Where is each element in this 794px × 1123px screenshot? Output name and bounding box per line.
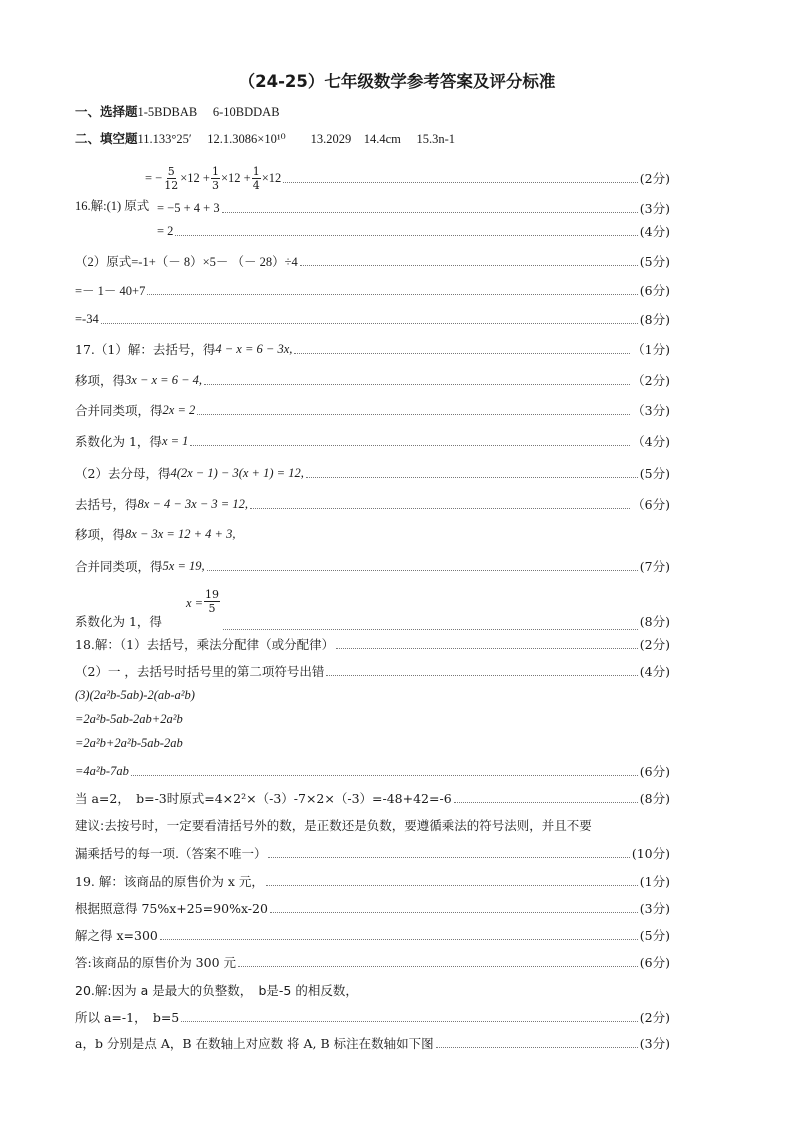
q18-part2: （2）一 ，去括号时括号里的第二项符号出错 (4分) [75, 664, 670, 679]
q20-step1: 20.解:因为 a 是最大的负整数， b是-5 的相反数， [75, 983, 358, 998]
q17-part2-step4: 合并同类项，得 5x = 19, (7分) [75, 558, 670, 574]
leader-dots [207, 570, 638, 571]
score: (3分) [639, 201, 670, 216]
leader-dots [306, 477, 638, 478]
q17-step1: 17.（1）解：去括号，得 4 − x = 6 − 3x, （1分) [75, 341, 670, 357]
q20-step3: a，b 分别是点 A，B 在数轴上对应数 将 A, B 标注在数轴如下图 (3分) [75, 1036, 670, 1051]
score: (8分) [639, 791, 670, 806]
fill-answers-line [75, 127, 670, 149]
leader-dots [326, 675, 637, 676]
score: (5分) [639, 254, 670, 269]
leader-dots [175, 235, 637, 236]
choice-answers-line [75, 100, 670, 122]
fraction: $\frac{1}{4}$ [252, 164, 260, 192]
q18-step1: =2a²b-5ab-2ab+2a²b [75, 712, 183, 726]
fraction: $\frac{1}{3}$ [211, 164, 219, 192]
q19-step1: 19. 解：该商品的原售价为 x 元， (1分) [75, 874, 670, 889]
q17-part2-step1: （2）去分母，得 4(2x − 1) − 3(x + 1) = 12, (5分) [75, 465, 670, 481]
section-label: 一、选择题 [75, 104, 138, 119]
q19-answer: 答:该商品的原售价为 300 元 (6分) [75, 955, 670, 970]
leader-dots [454, 802, 638, 803]
leader-dots [147, 294, 637, 295]
q16-part2-step2: =－ 1－ 40+7 (6分) [75, 283, 670, 298]
leader-dots [222, 212, 638, 213]
choice-answers: 1-5BDBAB 6-10BDDAB [137, 105, 280, 119]
q16-part2-step3: =-34 (8分) [75, 311, 670, 327]
score: (6分) [639, 955, 670, 970]
q18-suggestion-cont: 漏乘括号的每一项.（答案不唯一） (10分) [75, 846, 670, 861]
leader-dots [336, 648, 638, 649]
leader-dots [300, 265, 638, 266]
score: (6分) [639, 764, 670, 779]
q16-step3: = 2 (4分) [157, 223, 670, 239]
score: (2分) [639, 637, 670, 652]
score: (10分) [631, 846, 670, 861]
score: (8分) [639, 312, 670, 327]
q16-step1: = − $\frac{5}{12}$ ×12 + $\frac{1}{3}$ ×12 + $\frac{1}{4}$ ×12 (2分) [145, 164, 670, 192]
leader-dots [268, 857, 629, 858]
score: (4分) [639, 224, 670, 239]
q17-step2: 移项，得 3x − x = 6 − 4, （2分) [75, 372, 670, 388]
score: (6分) [639, 283, 670, 298]
q16-step2: = −5 + 4 + 3 (3分) [157, 200, 670, 216]
q18-step3: =4a²b-7ab (6分) [75, 763, 670, 779]
leader-dots [270, 912, 638, 913]
score: (3分) [639, 1036, 670, 1051]
leader-dots [131, 775, 638, 776]
leader-dots [181, 1021, 638, 1022]
score: (7分) [639, 559, 670, 574]
leader-dots [436, 1047, 638, 1048]
score: (8分) [639, 614, 670, 629]
q19-step3: 解之得 x=300 (5分) [75, 928, 670, 943]
score: （2分) [632, 373, 670, 388]
q16-part2-step1: （2）原式=-1+（－ 8）×5－ （－ 28）÷4 (5分) [75, 254, 670, 269]
fill-answers: 11.133°25′ 12.1.3086×10¹⁰ 13.2029 14.4cm 15.3n-1 [137, 132, 456, 146]
q17-step4: 系数化为 1，得 x = 1 （4分) [75, 433, 670, 449]
q18-part1: 18.解：（1）去括号，乘法分配律（或分配律） (2分) [75, 637, 670, 652]
page-title: （24-25）七年级数学参考答案及评分标准 [238, 72, 556, 91]
q17-part2-step3: 移项，得 8x − 3x = 12 + 4 + 3, [75, 526, 236, 542]
leader-dots [250, 508, 630, 509]
score: (5分) [639, 466, 670, 481]
q18-suggestion: 建议:去按号时，一定要看清括号外的数，是正数还是负数，要遵循乘法的符号法则，并且不要 [75, 818, 592, 833]
leader-dots [223, 629, 638, 630]
leader-dots [266, 885, 638, 886]
q18-evaluate: 当 a=2， b=-3时原式=4×2²×（-3）-7×2×（-3）=-48+42=-6 (8分) [75, 791, 670, 806]
leader-dots [190, 445, 630, 446]
leader-dots [101, 323, 638, 324]
fraction: $\frac{19}{5}$ [205, 588, 220, 615]
score: (3分) [639, 901, 670, 916]
fraction: $\frac{5}{12}$ [164, 164, 179, 192]
section-label: 二、填空题 [75, 131, 138, 146]
leader-dots [197, 414, 630, 415]
leader-dots [294, 353, 630, 354]
leader-dots [283, 182, 638, 183]
score: (2分) [639, 1010, 670, 1025]
q16-label: 16.解:(1) 原式 [75, 199, 150, 213]
score: (4分) [639, 664, 670, 679]
q18-part3-expr: (3)(2a²b-5ab)-2(ab-a²b) [75, 688, 195, 702]
score: (2分) [639, 171, 670, 186]
score: （3分) [632, 403, 670, 418]
score: （6分) [632, 497, 670, 512]
leader-dots [204, 384, 630, 385]
q17-step3: 合并同类项，得 2x = 2 （3分) [75, 402, 670, 418]
leader-dots [238, 966, 638, 967]
score: （1分) [632, 342, 670, 357]
score: （4分) [632, 434, 670, 449]
score: (5分) [639, 928, 670, 943]
q19-step2: 根据照意得 75%x+25=90%x-20 (3分) [75, 901, 670, 916]
score: (1分) [639, 874, 670, 889]
q18-step2: =2a²b+2a²b-5ab-2ab [75, 736, 183, 750]
q17-part2-step2: 去括号，得 8x − 4 − 3x − 3 = 12, （6分) [75, 496, 670, 512]
q17-part2-step5: 系数化为 1，得 x = $\frac{19}{5}$ (8分) [75, 590, 670, 634]
q20-step2: 所以 a=-1， b=5 (2分) [75, 1010, 670, 1025]
leader-dots [160, 939, 638, 940]
